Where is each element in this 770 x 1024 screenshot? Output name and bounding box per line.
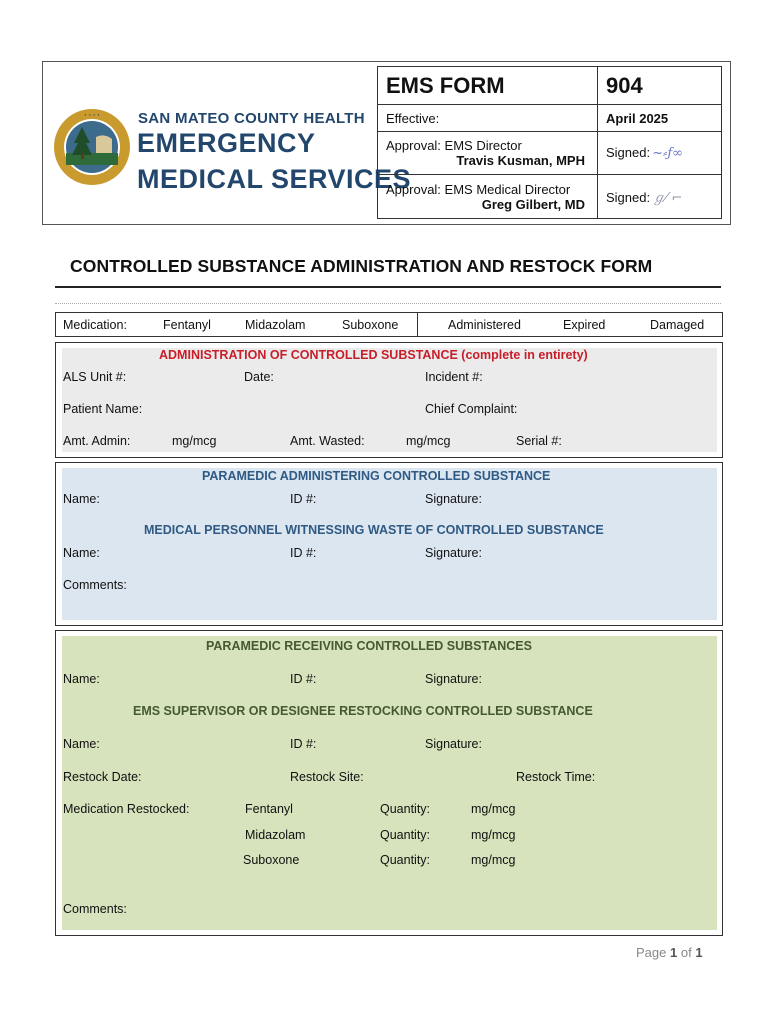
reason-option-damaged[interactable]: Damaged (650, 318, 705, 332)
restock-site-label[interactable]: Restock Site: (290, 770, 364, 784)
restock-item-unit: mg/mcg (471, 853, 516, 867)
title-divider (55, 286, 721, 288)
receiving-header: PARAMEDIC RECEIVING CONTROLLED SUBSTANCES (206, 639, 532, 653)
org-name-line3: MEDICAL SERVICES (137, 164, 412, 194)
receiving-signature-label[interactable]: Signature: (425, 672, 482, 686)
restock-date-label[interactable]: Restock Date: (63, 770, 142, 784)
amt-wasted-label[interactable]: Amt. Wasted: (290, 434, 365, 448)
signed-label-1: Signed: (606, 145, 651, 160)
administering-section (55, 462, 723, 626)
restock-item-unit: mg/mcg (471, 828, 516, 842)
reason-option-expired[interactable]: Expired (563, 318, 606, 332)
svg-text:· · · ·: · · · · (84, 112, 100, 119)
page-current: 1 (670, 945, 678, 960)
director-signature: ~⸗ƒ∞ (652, 146, 683, 161)
administration-header: ADMINISTRATION OF CONTROLLED SUBSTANCE (complete in entirety) (159, 348, 588, 362)
amt-admin-label[interactable]: Amt. Admin: (63, 434, 131, 448)
restock-item-qty-label[interactable]: Quantity: (380, 853, 431, 867)
witness-name-label[interactable]: Name: (63, 546, 100, 560)
restock-comments-label[interactable]: Comments: (63, 902, 127, 916)
incident-label[interactable]: Incident #: (425, 370, 483, 384)
page-of: of (680, 945, 692, 960)
reason-box-divider (417, 313, 418, 336)
reason-option-administered[interactable]: Administered (448, 318, 521, 332)
restock-item-med: Midazolam (245, 828, 306, 842)
restock-section (55, 630, 723, 936)
restock-item-qty-label[interactable]: Quantity: (380, 828, 431, 842)
restock-item-med: Suboxone (243, 853, 300, 867)
medication-restocked-label: Medication Restocked: (63, 802, 190, 816)
medication-option-fentanyl[interactable]: Fentanyl (163, 318, 211, 332)
signed-label-2: Signed: (606, 190, 651, 205)
medication-option-suboxone[interactable]: Suboxone (342, 318, 399, 332)
administering-id-label[interactable]: ID #: (290, 492, 317, 506)
page-number (636, 945, 703, 960)
page-prefix: Page (636, 945, 667, 960)
form-number: 904 (606, 72, 643, 98)
restock-item-unit: mg/mcg (471, 802, 516, 816)
document-title: CONTROLLED SUBSTANCE ADMINISTRATION AND RESTOCK FORM (70, 256, 653, 276)
approval2-name: Greg Gilbert, MD (481, 196, 585, 212)
witness-id-label[interactable]: ID #: (290, 546, 317, 560)
date-label[interactable]: Date: (244, 370, 274, 384)
supervisor-name-label[interactable]: Name: (63, 737, 100, 751)
form-label: EMS FORM (386, 72, 505, 98)
witness-signature-label[interactable]: Signature: (425, 546, 482, 560)
chief-complaint-label[interactable]: Chief Complaint: (425, 402, 518, 416)
receiving-name-label[interactable]: Name: (63, 672, 100, 686)
medication-option-midazolam[interactable]: Midazolam (245, 318, 306, 332)
supervisor-signature-label[interactable]: Signature: (425, 737, 482, 751)
administering-header: PARAMEDIC ADMINISTERING CONTROLLED SUBSTANCE (202, 469, 551, 483)
administering-signature-label[interactable]: Signature: (425, 492, 482, 506)
org-name-line2: EMERGENCY (137, 128, 316, 158)
administering-comments-label[interactable]: Comments: (63, 578, 127, 592)
witness-header: MEDICAL PERSONNEL WITNESSING WASTE OF CONTROLLED SUBSTANCE (144, 523, 604, 537)
page-total: 1 (695, 945, 703, 960)
receiving-id-label[interactable]: ID #: (290, 672, 317, 686)
administering-name-label[interactable]: Name: (63, 492, 100, 506)
als-unit-label[interactable]: ALS Unit #: (63, 370, 127, 384)
patient-name-label[interactable]: Patient Name: (63, 402, 143, 416)
form-meta-table (377, 66, 722, 219)
serial-label[interactable]: Serial #: (516, 434, 562, 448)
approval1-label: Approval: EMS Director (386, 138, 522, 153)
effective-value: April 2025 (606, 110, 669, 126)
org-name-line1: SAN MATEO COUNTY HEALTH (138, 110, 365, 127)
supervisor-header: EMS SUPERVISOR OR DESIGNEE RESTOCKING CONTROLLED SUBSTANCE (133, 704, 593, 718)
restock-item-qty-label[interactable]: Quantity: (380, 802, 431, 816)
administration-section-bg (62, 348, 717, 452)
amt-wasted-unit: mg/mcg (406, 434, 451, 448)
administering-section-bg (62, 468, 717, 620)
effective-label: Effective: (386, 110, 440, 126)
medication-label: Medication: (63, 318, 127, 332)
restock-time-label[interactable]: Restock Time: (516, 770, 596, 784)
supervisor-id-label[interactable]: ID #: (290, 737, 317, 751)
county-seal-logo (52, 107, 132, 187)
approval2-label: Approval: EMS Medical Director (386, 181, 571, 197)
restock-item-med: Fentanyl (245, 802, 293, 816)
dotted-divider (55, 303, 721, 304)
medical-director-signature: ℊ⁄ ⌐ (652, 191, 683, 206)
approval1-name: Travis Kusman, MPH (456, 153, 585, 168)
amt-admin-unit: mg/mcg (172, 434, 217, 448)
restock-section-bg (62, 636, 717, 930)
